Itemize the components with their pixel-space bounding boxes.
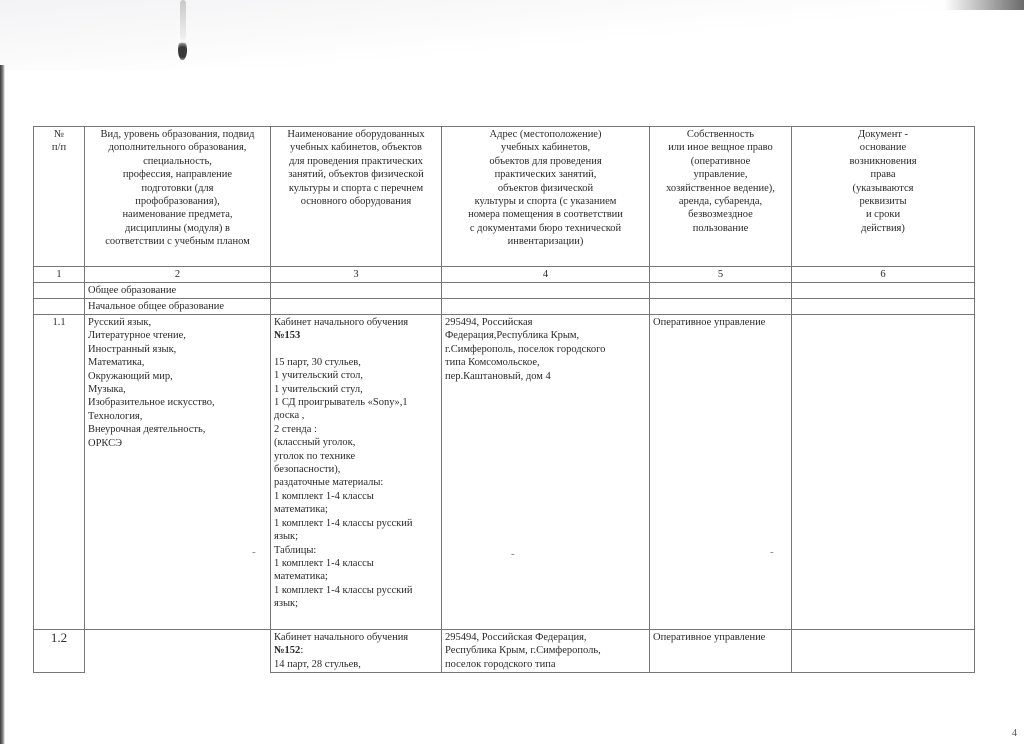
room-equipment: 14 парт, 28 стульев, xyxy=(274,658,361,670)
column-number: 2 xyxy=(85,267,271,283)
row-ownership: Оперативное управление xyxy=(650,630,792,673)
column-number-row xyxy=(34,267,975,283)
row-document xyxy=(792,315,975,630)
column-number: 3 xyxy=(271,267,442,283)
header-address: Адрес (местоположение) учебных кабинетов, объектов для проведения практических занятий, объектов физической культуры и спорта (с указанием номера помещения в соответствии с документами бюро технической инвентаризации) xyxy=(442,127,650,267)
section-row xyxy=(34,283,975,299)
page-number: 4 xyxy=(1012,728,1017,739)
table-row xyxy=(34,315,975,630)
header-rooms: Наименование оборудованных учебных кабинетов, объектов для проведения практических занятий, объектов физической культуры и спорта с перечнем основного оборудования xyxy=(271,127,442,267)
row-room xyxy=(271,630,442,673)
dash-mark: - xyxy=(770,546,774,558)
room-title: Кабинет начального обучения xyxy=(274,317,409,328)
row-number: 1.1 xyxy=(34,315,85,630)
room-title: Кабинет начального обучения xyxy=(274,632,409,643)
room-equipment: 15 парт, 30 стульев, 1 учительский стол, 1 учительский стул, 1 СД проигрыватель «Sony»,1 доска , 2 стенда : (классный уголок, уголок по технике безопасности), раздаточные материалы: 1 комплект 1-4 классы математика; 1 комплект 1-4 классы русский язык; Таблицы: 1 комплект 1-4 классы математика; 1 комплект 1-4 классы русский язык; xyxy=(274,356,413,610)
row-address: 295494, Российская Федерация,Республика Крым, г.Симферополь, поселок городского типа Комсомольское, пер.Каштановый, дом 4 xyxy=(442,315,650,630)
row-room xyxy=(271,315,442,630)
column-number: 6 xyxy=(792,267,975,283)
table-row xyxy=(34,630,975,673)
section-row xyxy=(34,299,975,315)
punch-hole-trail xyxy=(180,0,186,40)
row-ownership: Оперативное управление xyxy=(650,315,792,630)
header-ownership: Собственность или иное вещное право (оперативное управление, хозяйственное ведение), аренда, субаренда, безвозмездное пользование xyxy=(650,127,792,267)
column-number: 4 xyxy=(442,267,650,283)
scan-corner-shadow xyxy=(944,0,1024,10)
row-document xyxy=(792,630,975,673)
column-number: 5 xyxy=(650,267,792,283)
row-subjects xyxy=(85,630,271,673)
scan-top-shadow xyxy=(0,0,1024,70)
dash-mark: - xyxy=(511,548,515,560)
row-subjects: Русский язык, Литературное чтение, Иностранный язык, Математика, Окружающий мир, Музыка, Изобразительное искусство, Технология, Внеурочная деятельность, ОРКСЭ xyxy=(85,315,271,630)
table-header-row xyxy=(34,127,975,267)
room-number: №153 xyxy=(274,330,301,342)
scan-left-edge xyxy=(0,65,5,744)
row-address: 295494, Российская Федерация, Республика Крым, г.Симферополь, поселок городского типа xyxy=(442,630,650,673)
row-number: 1.2 xyxy=(34,630,85,673)
column-number: 1 xyxy=(34,267,85,283)
room-number: №152 xyxy=(274,645,301,657)
section-general-education: Общее образование xyxy=(85,283,271,299)
facilities-table xyxy=(33,126,975,673)
header-document: Документ - основание возникновения права (указываются реквизиты и сроки действия) xyxy=(792,127,975,267)
room-number-suffix: : xyxy=(300,645,304,657)
dash-mark: - xyxy=(252,546,256,558)
header-number: № п/п xyxy=(34,127,85,267)
section-primary-education: Начальное общее образование xyxy=(85,299,271,315)
header-education-type: Вид, уровень образования, подвид дополнительного образования, специальность, профессия, направление подготовки (для профобразования), наименование предмета, дисциплины (модуля) в соответствии с учебным планом xyxy=(85,127,271,267)
punch-hole xyxy=(178,40,187,60)
